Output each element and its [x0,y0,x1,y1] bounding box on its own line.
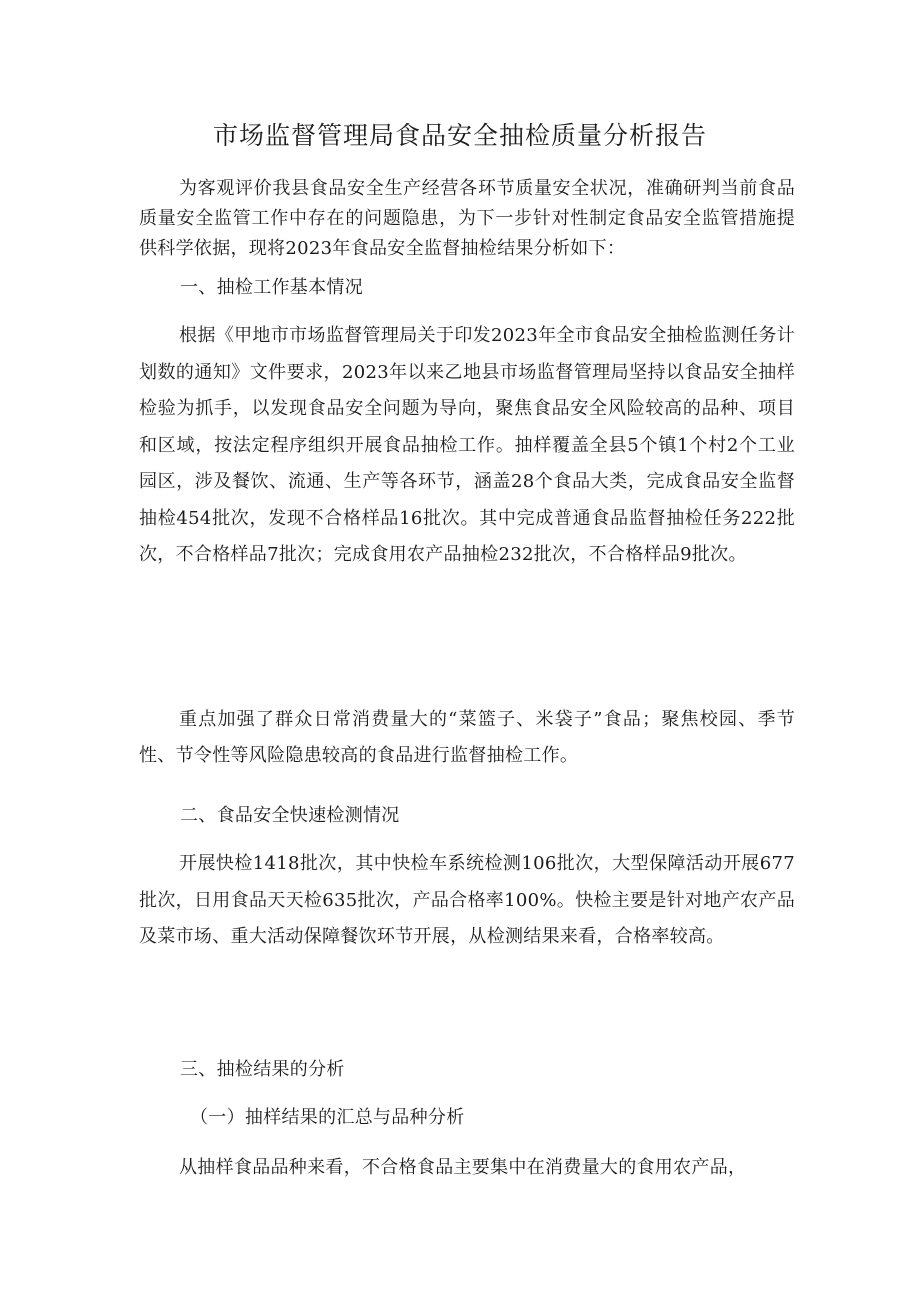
section-1-paragraph-1: 根据《甲地市市场监督管理局关于印发2023年全市食品安全抽检监测任务计划数的通知》文件要求，2023年以来乙地县市场监督管理局坚持以食品安全抽样检验为抓手，以发现食品安全问题为导向，聚焦食品安全风险较高的品种、项目和区域，按法定程序组织开展食品抽检工作。抽样覆盖全县5个镇1个村2个工业园区，涉及餐饮、流通、生产等各环节，涵盖28个食品大类，完成食品安全监督抽检454批次，发现不合格样品16批次。其中完成普通食品监督抽检任务222批次，不合格样品7批次；完成食用农产品抽检232批次，不合格样品9批次。 [139,325,795,565]
section-1-paragraph-2: 重点加强了群众日常消费量大的“菜篮子、米袋子”食品；聚焦校园、季节性、节令性等风险隐患较高的食品进行监督抽检工作。 [139,709,795,766]
section-3-heading: 三、抽检结果的分析 [180,1059,345,1080]
intro-paragraph: 为客观评价我县食品安全生产经营各环节质量安全状况，准确研判当前食品质量安全监管工作中存在的问题隐患，为下一步针对性制定食品安全监管措施提供科学依据，现将2023年食品安全监督抽检结果分析如下： [139,178,795,259]
document-title: 市场监督管理局食品安全抽检质量分析报告 [212,121,707,150]
section-2-paragraph-1: 开展快检1418批次，其中快检车系统检测106批次，大型保障活动开展677批次，日用食品天天检635批次，产品合格率100%。快检主要是针对地产农产品及菜市场、重大活动保障餐饮环节开展，从检测结果来看，合格率较高。 [139,853,795,947]
section-3-subheading: （一）抽样结果的汇总与品种分析 [190,1107,465,1128]
section-3-paragraph-1: 从抽样食品品种来看，不合格食品主要集中在消费量大的食用农产品， [179,1157,747,1178]
section-1-heading: 一、抽检工作基本情况 [180,277,363,298]
section-2-heading: 二、食品安全快速检测情况 [180,805,400,826]
